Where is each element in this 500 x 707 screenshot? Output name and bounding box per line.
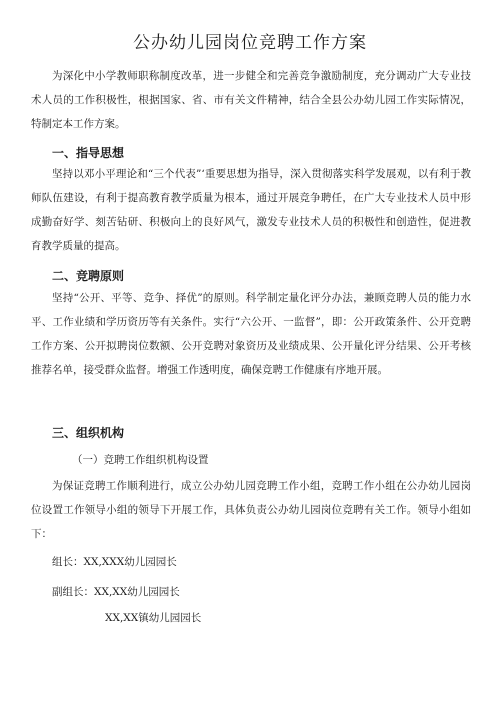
section-heading-principles: 二、竞聘原则 — [52, 269, 125, 283]
member-leader: 组长：XX,XXX幼儿园园长 — [52, 556, 177, 568]
section-subheading-organization-setup: （一）竞聘工作组织机构设置 — [72, 454, 209, 466]
section-body-guiding-thought: 坚持以邓小平理论和“三个代表”‘重要思想为指导，深入贯彻落实科学发展观，以有利于教师队伍建设，有利于提高教育教学质量为根本，通过开展竞争聘任，在广大专业技术人员中形成勤奋好学、刻苦钻研、积极向上的良好风气，激发专业技术人员的积极性和创造性，促进教育教学质量的提高。 — [31, 168, 471, 252]
section-heading-organization: 三、组织机构 — [52, 426, 125, 440]
section-heading-guiding-thought: 一、指导思想 — [52, 146, 125, 160]
document-title: 公办幼儿园岗位竞聘工作方案 — [133, 33, 367, 53]
member-deputy-leader: 副组长：XX,XX幼儿园园长 — [52, 586, 180, 598]
section-body-principles: 坚持“公开、平等、竞争、择优”的原则。科学制定量化评分办法，兼顾竞聘人员的能力水平、工作业绩和学历资历等有关条件。实行“六公开、一监督”，即：公开政策条件、公开竞聘工作方案、公开拟聘岗位数额、公开竞聘对象资历及业绩成果、公开量化评分结果、公开考核推荐名单，接受群众监督。增强工作透明度，确保竞聘工作健康有序地开展。 — [31, 292, 471, 376]
intro-paragraph: 为深化中小学教师职称制度改革，进一步健全和完善竞争激励制度，充分调动广大专业技术人员的工作积极性，根据国家、省、市有关文件精神，结合全县公办幼儿园工作实际情况，特制定本工作方案。 — [31, 70, 471, 130]
member-deputy-leader-2: XX,XX镇幼儿园园长 — [105, 612, 202, 624]
section-body-organization: 为保证竞聘工作顺利进行，成立公办幼儿园竞聘工作小组，竞聘工作小组在公办幼儿园岗位设置工作领导小组的领导下开展工作，具体负责公办幼儿园岗位竞聘有关工作。领导小组如下： — [31, 480, 471, 540]
